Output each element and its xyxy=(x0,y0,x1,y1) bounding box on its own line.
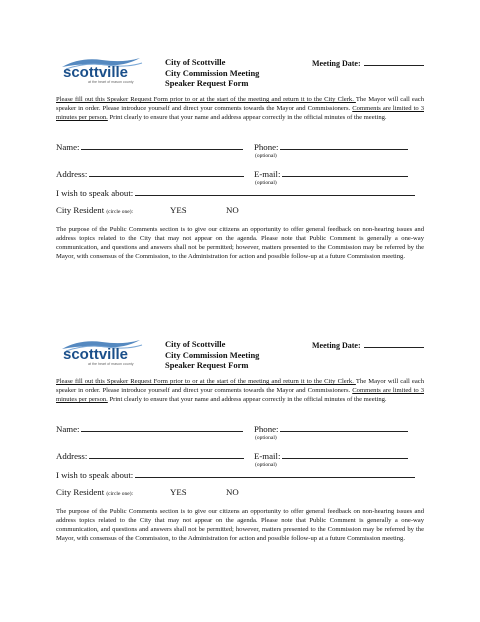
intro-underlined-2: Comments are limited to 3 minutes per person. xyxy=(56,105,424,121)
speak-about-field[interactable] xyxy=(56,469,415,480)
name-label: Name: xyxy=(56,424,80,434)
org-name: City of Scottville xyxy=(165,57,226,67)
phone-field[interactable] xyxy=(254,141,408,152)
phone-optional-note: (optional) xyxy=(255,435,277,441)
meeting-date-line[interactable] xyxy=(364,58,424,66)
city-resident-label: City Resident xyxy=(56,205,105,215)
intro-plain-1: The Mayor will call each speaker in order. Please introduce yourself and direct your comments towards the Mayor and Commissioners. xyxy=(56,96,425,112)
name-field[interactable] xyxy=(56,423,243,434)
intro-underlined-1: Please fill out this Speaker Request Form prior to or at the start of the meeting and return it to the City Clerk. xyxy=(56,96,356,103)
address-line[interactable] xyxy=(89,168,244,177)
scottville-logo xyxy=(58,56,144,86)
purpose-paragraph: The purpose of the Public Comments section is to give our citizens an opportunity to offer general feedback on non-hearing issues and address topics related to the City that may not appear on the agenda. Please note that Public Comment is generally a one-way communication, and questions and answers shall not be permitted; however, matters presented to the Commission may be referred by the Mayor, with consensus of the Commission, to the Administration for action and possible follow-up at a future Commission meeting. xyxy=(56,508,424,542)
city-resident-row xyxy=(56,487,239,497)
email-label: E-mail: xyxy=(254,169,281,179)
email-label: E-mail: xyxy=(254,451,281,461)
intro-plain-2: Print clearly to ensure that your name and address appear correctly in the official minutes of the meeting. xyxy=(107,114,387,121)
address-line[interactable] xyxy=(89,450,244,459)
meeting-date-field[interactable] xyxy=(312,58,424,68)
org-name: City of Scottville xyxy=(165,339,226,349)
form-title: Speaker Request Form xyxy=(165,360,249,370)
meeting-date-label: Meeting Date: xyxy=(312,59,361,68)
logo-wordmark: scottville xyxy=(63,64,129,81)
address-label: Address: xyxy=(56,169,88,179)
speak-about-line[interactable] xyxy=(135,469,415,478)
resident-yes-option[interactable]: YES xyxy=(170,487,187,497)
email-field[interactable] xyxy=(254,450,408,461)
name-line[interactable] xyxy=(81,141,243,150)
form-title: Speaker Request Form xyxy=(165,78,249,88)
logo-wordmark: scottville xyxy=(63,346,129,363)
name-label: Name: xyxy=(56,142,80,152)
resident-no-option[interactable]: NO xyxy=(226,487,239,497)
meeting-name: City Commission Meeting xyxy=(165,67,260,78)
meeting-date-line[interactable] xyxy=(364,340,424,348)
logo-tagline: at the heart of mason county xyxy=(88,362,134,366)
address-field[interactable] xyxy=(56,168,244,179)
phone-label: Phone: xyxy=(254,424,279,434)
speak-about-field[interactable] xyxy=(56,187,415,198)
city-resident-row xyxy=(56,205,239,215)
email-field[interactable] xyxy=(254,168,408,179)
city-resident-hint: (circle one): xyxy=(106,491,134,497)
name-line[interactable] xyxy=(81,423,243,432)
intro-paragraph xyxy=(56,95,424,122)
email-optional-note: (optional) xyxy=(255,180,277,186)
intro-underlined-1: Please fill out this Speaker Request Form prior to or at the start of the meeting and return it to the City Clerk. xyxy=(56,378,356,385)
meeting-name: City Commission Meeting xyxy=(165,349,260,360)
address-label: Address: xyxy=(56,451,88,461)
form-header xyxy=(165,57,259,89)
email-line[interactable] xyxy=(282,168,408,177)
city-resident-hint: (circle one): xyxy=(106,209,134,215)
city-resident-label: City Resident xyxy=(56,487,105,497)
email-optional-note: (optional) xyxy=(255,462,277,468)
speak-about-line[interactable] xyxy=(135,187,415,196)
name-field[interactable] xyxy=(56,141,243,152)
resident-no-option[interactable]: NO xyxy=(226,205,239,215)
resident-yes-option[interactable]: YES xyxy=(170,205,187,215)
purpose-paragraph: The purpose of the Public Comments section is to give our citizens an opportunity to offer general feedback on non-hearing issues and address topics related to the City that may not appear on the agenda. Please note that Public Comment is generally a one-way communication, and questions and answers shall not be permitted; however, matters presented to the Commission may be referred by the Mayor, with consensus of the Commission, to the Administration for action and possible follow-up at a future Commission meeting. xyxy=(56,226,424,260)
phone-line[interactable] xyxy=(280,423,408,432)
intro-paragraph xyxy=(56,377,424,404)
meeting-date-label: Meeting Date: xyxy=(312,341,361,350)
phone-line[interactable] xyxy=(280,141,408,150)
email-line[interactable] xyxy=(282,450,408,459)
logo-tagline: at the heart of mason county xyxy=(88,80,134,84)
intro-plain-2: Print clearly to ensure that your name and address appear correctly in the official minutes of the meeting. xyxy=(107,396,387,403)
intro-underlined-2: Comments are limited to 3 minutes per person. xyxy=(56,387,424,403)
scottville-logo xyxy=(58,338,144,368)
phone-field[interactable] xyxy=(254,423,408,434)
form-header xyxy=(165,339,259,371)
address-field[interactable] xyxy=(56,450,244,461)
meeting-date-field[interactable] xyxy=(312,340,424,350)
speak-about-label: I wish to speak about: xyxy=(56,188,134,198)
speak-about-label: I wish to speak about: xyxy=(56,470,134,480)
phone-optional-note: (optional) xyxy=(255,153,277,159)
phone-label: Phone: xyxy=(254,142,279,152)
intro-plain-1: The Mayor will call each speaker in order. Please introduce yourself and direct your comments towards the Mayor and Commissioners. xyxy=(56,378,425,394)
